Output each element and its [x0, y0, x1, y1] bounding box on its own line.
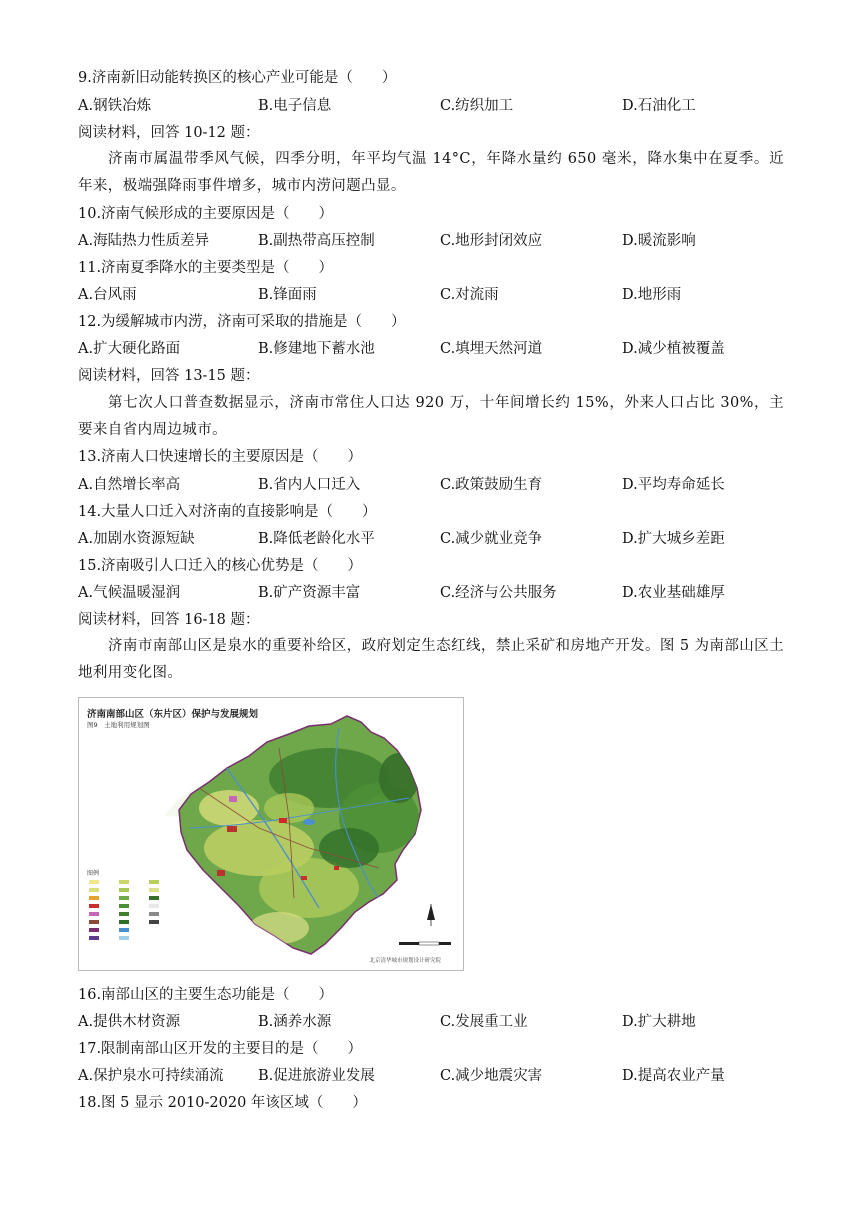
- q11-option-c: C.对流雨: [440, 287, 499, 303]
- reading-material-climate: 济南市属温带季风气候，四季分明，年平均气温 14°C，年降水量约 650 毫米，降水集中在夏季。近年来，极端强降雨事件增多，城市内涝问题凸显。: [78, 151, 784, 194]
- q15-option-a: A.气候温暖湿润: [78, 585, 181, 601]
- q10-option-a: A.海陆热力性质差异: [78, 233, 210, 249]
- map-subtitle: 图9 土地利用规划图: [87, 721, 150, 729]
- q17-option-d: D.提高农业产量: [622, 1068, 725, 1084]
- question-13-stem: 13.济南人口快速增长的主要原因是（ ）: [78, 449, 363, 465]
- q12-option-d: D.减少植被覆盖: [622, 341, 725, 357]
- q11-option-b: B.锋面雨: [258, 287, 317, 303]
- q17-option-c: C.减少地震灾害: [440, 1068, 543, 1084]
- q16-option-c: C.发展重工业: [440, 1014, 528, 1030]
- q13-option-a: A.自然增长率高: [78, 477, 181, 493]
- q15-option-c: C.经济与公共服务: [440, 585, 557, 601]
- reading-intro-10-12: 阅读材料，回答 10-12 题：: [78, 125, 260, 141]
- q14-option-b: B.降低老龄化水平: [258, 531, 375, 547]
- q12-option-c: C.填埋天然河道: [440, 341, 543, 357]
- q9-option-d: D.石油化工: [622, 98, 696, 114]
- question-9-stem: 9.济南新旧动能转换区的核心产业可能是（ ）: [78, 70, 397, 86]
- scale-bar: [399, 942, 451, 945]
- q12-option-b: B.修建地下蓄水池: [258, 341, 375, 357]
- map-legend-title: 图例: [87, 870, 100, 877]
- q9-option-a: A.钢铁冶炼: [78, 98, 152, 114]
- q15-option-d: D.农业基础雄厚: [622, 585, 725, 601]
- q10-option-d: D.暖流影响: [622, 233, 696, 249]
- q17-option-b: B.促进旅游业发展: [258, 1068, 375, 1084]
- question-14-stem: 14.大量人口迁入对济南的直接影响是（ ）: [78, 504, 377, 520]
- q14-option-c: C.减少就业竞争: [440, 531, 543, 547]
- q13-option-d: D.平均寿命延长: [622, 477, 725, 493]
- q11-option-a: A.台风雨: [78, 287, 137, 303]
- q16-option-a: A.提供木材资源: [78, 1014, 181, 1030]
- q9-option-b: B.电子信息: [258, 98, 332, 114]
- question-17-stem: 17.限制南部山区开发的主要目的是（ ）: [78, 1041, 363, 1057]
- map-title: 济南南部山区（东片区）保护与发展规划: [87, 709, 259, 720]
- q16-option-b: B.涵养水源: [258, 1014, 332, 1030]
- q15-option-b: B.矿产资源丰富: [258, 585, 361, 601]
- q10-option-b: B.副热带高压控制: [258, 233, 375, 249]
- reading-material-southern-mountains: 济南市南部山区是泉水的重要补给区，政府划定生态红线，禁止采矿和房地产开发。图 5 为南部山区土地利用变化图。: [78, 638, 784, 681]
- question-10-stem: 10.济南气候形成的主要原因是（ ）: [78, 206, 334, 222]
- land-use-map-figure: [78, 697, 464, 971]
- reading-intro-16-18: 阅读材料，回答 16-18 题：: [78, 612, 260, 628]
- question-11-stem: 11.济南夏季降水的主要类型是（ ）: [78, 260, 334, 276]
- q16-option-d: D.扩大耕地: [622, 1014, 696, 1030]
- map-organization: 北京清华城市规划设计研究院: [369, 958, 441, 964]
- q12-option-a: A.扩大硬化路面: [78, 341, 181, 357]
- question-15-stem: 15.济南吸引人口迁入的核心优势是（ ）: [78, 558, 363, 574]
- q13-option-c: C.政策鼓励生育: [440, 477, 543, 493]
- question-12-stem: 12.为缓解城市内涝，济南可采取的措施是（ ）: [78, 314, 406, 330]
- q10-option-c: C.地形封闭效应: [440, 233, 543, 249]
- q11-option-d: D.地形雨: [622, 287, 682, 303]
- question-16-stem: 16.南部山区的主要生态功能是（ ）: [78, 987, 334, 1003]
- q14-option-d: D.扩大城乡差距: [622, 531, 725, 547]
- q14-option-a: A.加剧水资源短缺: [78, 531, 195, 547]
- reading-intro-13-15: 阅读材料，回答 13-15 题：: [78, 368, 260, 384]
- question-18-stem: 18.图 5 显示 2010-2020 年该区域（ ）: [78, 1095, 367, 1111]
- q9-option-c: C.纺织加工: [440, 98, 514, 114]
- reading-material-population: 第七次人口普查数据显示，济南市常住人口达 920 万，十年间增长约 15%，外来人口占比 30%，主要来自省内周边城市。: [78, 395, 784, 438]
- q13-option-b: B.省内人口迁入: [258, 477, 361, 493]
- land-use-map-graphic: [79, 698, 463, 970]
- q17-option-a: A.保护泉水可持续涌流: [78, 1068, 224, 1084]
